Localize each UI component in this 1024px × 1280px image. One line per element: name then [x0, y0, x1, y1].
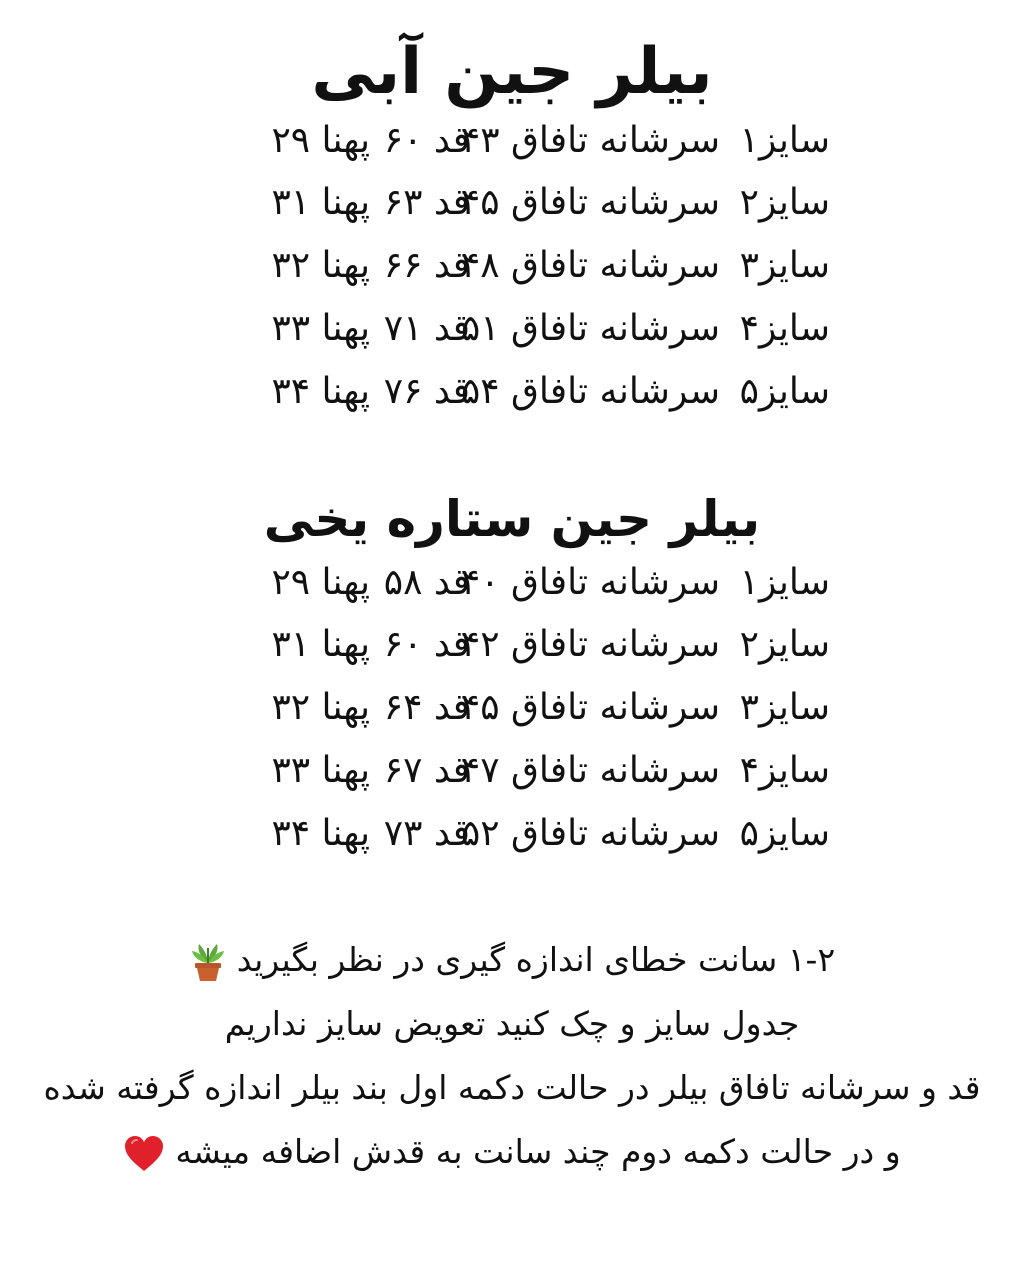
- length-value: قد ۶۴: [383, 686, 470, 728]
- width-value: پهنا ۳۲: [271, 686, 370, 728]
- shoulder-value: سرشانه تافاق ۴۰: [460, 561, 720, 603]
- shoulder-value: سرشانه تافاق ۴۵: [460, 181, 720, 223]
- size-label: سایز۵: [739, 812, 830, 854]
- width-value: پهنا ۲۹: [271, 561, 370, 603]
- shoulder-value: سرشانه تافاق ۵۲: [460, 812, 720, 854]
- section-title-star-ice-jean: بیلر جین ستاره یخی: [263, 490, 761, 548]
- length-value: قد ۵۸: [383, 561, 470, 603]
- size-label: سایز۳: [739, 686, 830, 728]
- length-value: قد ۶۳: [383, 181, 470, 223]
- length-value: قد ۶۷: [383, 749, 470, 791]
- size-row: [210, 363, 830, 419]
- size-row: [210, 237, 830, 293]
- size-label: سایز۲: [739, 623, 830, 665]
- length-value: قد ۷۶: [383, 370, 470, 412]
- note-text: ۱-۲ سانت خطای اندازه گیری در نظر بگیرید: [236, 940, 836, 979]
- shoulder-value: سرشانه تافاق ۴۳: [460, 119, 720, 161]
- note-measurement-method: [0, 1062, 1024, 1114]
- shoulder-value: سرشانه تافاق ۴۲: [460, 623, 720, 665]
- red-heart-icon: [123, 1135, 165, 1173]
- size-row: [210, 742, 830, 798]
- length-value: قد ۶۰: [383, 119, 470, 161]
- size-row: [210, 679, 830, 735]
- width-value: پهنا ۳۴: [271, 812, 370, 854]
- note-text: جدول سایز و چک کنید تعویض سایز نداریم: [224, 1004, 800, 1043]
- width-value: پهنا ۳۲: [271, 244, 370, 286]
- potted-plant-icon: [189, 942, 227, 982]
- shoulder-value: سرشانه تافاق ۴۸: [460, 244, 720, 286]
- width-value: پهنا ۲۹: [271, 119, 370, 161]
- size-row: [210, 805, 830, 861]
- length-value: قد ۶۰: [383, 623, 470, 665]
- width-value: پهنا ۳۱: [271, 623, 370, 665]
- size-row: [210, 112, 830, 168]
- size-label: سایز۱: [739, 119, 830, 161]
- width-value: پهنا ۳۳: [271, 749, 370, 791]
- shoulder-value: سرشانه تافاق ۴۵: [460, 686, 720, 728]
- note-second-button: [0, 1126, 1024, 1178]
- size-label: سایز۴: [739, 307, 830, 349]
- size-label: سایز۵: [739, 370, 830, 412]
- size-row: [210, 174, 830, 230]
- shoulder-value: سرشانه تافاق ۵۴: [460, 370, 720, 412]
- note-text: و در حالت دکمه دوم چند سانت به قدش اضافه میشه: [175, 1132, 901, 1171]
- size-row: [210, 300, 830, 356]
- size-label: سایز۴: [739, 749, 830, 791]
- size-row: [210, 554, 830, 610]
- length-value: قد ۷۳: [383, 812, 470, 854]
- width-value: پهنا ۳۴: [271, 370, 370, 412]
- shoulder-value: سرشانه تافاق ۵۱: [460, 307, 720, 349]
- width-value: پهنا ۳۳: [271, 307, 370, 349]
- length-value: قد ۶۶: [383, 244, 470, 286]
- note-check-size-table: [0, 998, 1024, 1050]
- size-label: سایز۱: [739, 561, 830, 603]
- length-value: قد ۷۱: [383, 307, 470, 349]
- shoulder-value: سرشانه تافاق ۴۷: [460, 749, 720, 791]
- note-measurement-error: [0, 934, 1024, 986]
- size-label: سایز۲: [739, 181, 830, 223]
- note-text: قد و سرشانه تافاق بیلر در حالت دکمه اول بند بیلر اندازه گرفته شده: [43, 1068, 981, 1107]
- width-value: پهنا ۳۱: [271, 181, 370, 223]
- size-row: [210, 616, 830, 672]
- section-title-blue-jean: بیلر جین آبی: [311, 35, 713, 109]
- size-label: سایز۳: [739, 244, 830, 286]
